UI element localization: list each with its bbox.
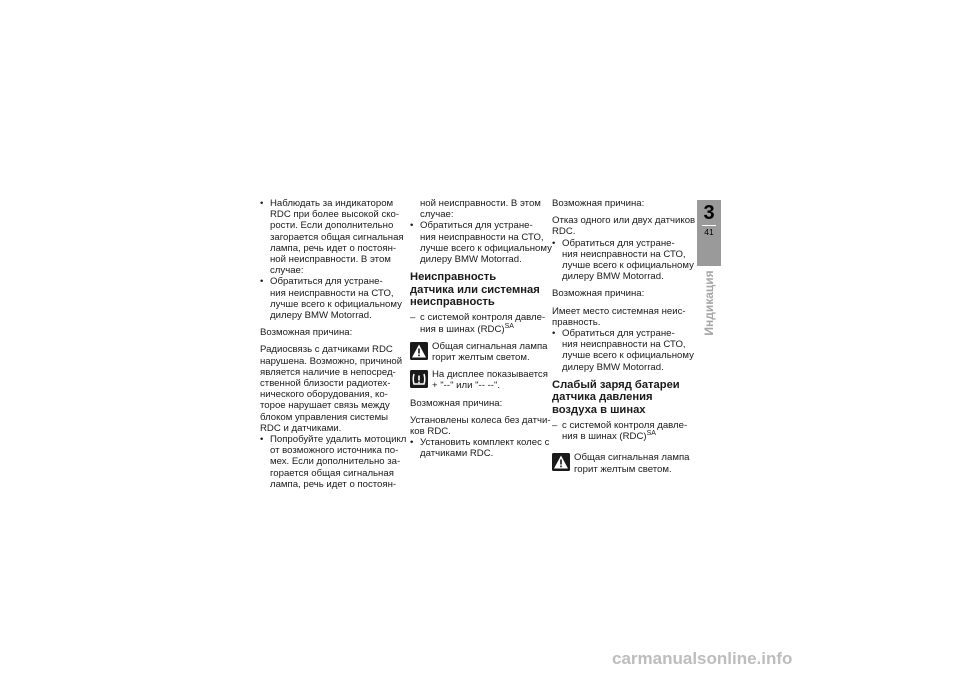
chapter-tab [697, 200, 721, 266]
tire-pressure-row: На дисплее показывается + "--" или "-- --". [410, 369, 542, 391]
bullet-contact-service: • Обратиться для устране- ния неисправности на СТО, лучше всего к официальному дилеру BMW Motorrad. [552, 238, 688, 283]
cause-radio-interference: Радиосвязь с датчиками RDC нарушена. Возможно, причиной является наличие в непосред- ственной близости радиотех- нического оборудования, ко- торое нарушает связь между блоком управления системы RDC и датчиками. [260, 344, 403, 434]
warning-light-row: Общая сигнальная лампа горит желтым светом. [552, 452, 688, 474]
chapter-divider [702, 225, 716, 226]
possible-cause-label: Возможная причина: [260, 327, 353, 339]
possible-cause-label: Возможная причина: [552, 288, 645, 300]
dash-rdc-condition: – с системой контроля давле- ния в шинах (RDC)$^{SA}$ [552, 420, 688, 442]
dash-rdc-condition: – с системой контроля давле- ния в шинах (RDC)$^{SA}$ [410, 312, 542, 334]
possible-cause-label: Возможная причина: [410, 397, 503, 409]
heading-low-battery: Слабый заряд батареи датчика давления воздуха в шинах [552, 378, 680, 416]
cause-no-sensors: Установлены колеса без датчи- ков RDC. [410, 414, 551, 438]
cause-system-fault: Имеет место системная неис- правность. [552, 305, 686, 328]
text-column-1 [260, 198, 407, 490]
warning-light-row: Общая сигнальная лампа горит желтым светом. [410, 341, 542, 363]
tire-pressure-warning-icon [410, 370, 428, 388]
bullet-move-motorcycle: • Попробуйте удалить мотоцикл от возможного источника по- мех. Если дополнительно за- горается общая сигнальная лампа, речь идет о постоян- [260, 434, 400, 490]
watermark: carmanualsonline.info [612, 649, 793, 668]
bullet-contact-service: • Обратиться для устране- ния неисправности на СТО, лучше всего к официальному дилеру BMW Motorrad. [552, 328, 688, 373]
possible-cause-label: Возможная причина: [552, 198, 645, 209]
sa-superscript: SA [504, 322, 514, 330]
section-title: Индикация [702, 270, 716, 336]
text-column-3 [552, 198, 696, 481]
page-number: 41 [704, 227, 714, 237]
bullet-install-wheels: • Установить комплект колес с датчиками RDC. [410, 437, 542, 459]
bullet-contact-service: • Обратиться для устране- ния неисправности на СТО, лучше всего к официальному дилеру BMW Motorrad. [260, 276, 400, 321]
warning-triangle-icon [552, 453, 570, 471]
continued-text: ной неисправности. В этом случае: [420, 198, 541, 221]
bullet-contact-service: • Обратиться для устране- ния неисправности на СТО, лучше всего к официальному дилеру BMW Motorrad. [410, 220, 542, 265]
chapter-number: 3 [703, 202, 715, 224]
heading-sensor-fault: Неисправность датчика или системная неисправность [410, 271, 540, 309]
bullet-observe-indicator: • Наблюдать за индикатором RDC при более высокой ско- рости. Если дополнительно загорается общая сигнальная лампа, речь идет о постоян- ной неисправности. В этом случае: [260, 198, 400, 276]
cause-sensor-failure: Отказ одного или двух датчиков RDC. [552, 215, 696, 238]
warning-triangle-icon [410, 342, 428, 360]
sa-superscript: SA [646, 430, 656, 438]
text-column-2 [410, 198, 552, 460]
